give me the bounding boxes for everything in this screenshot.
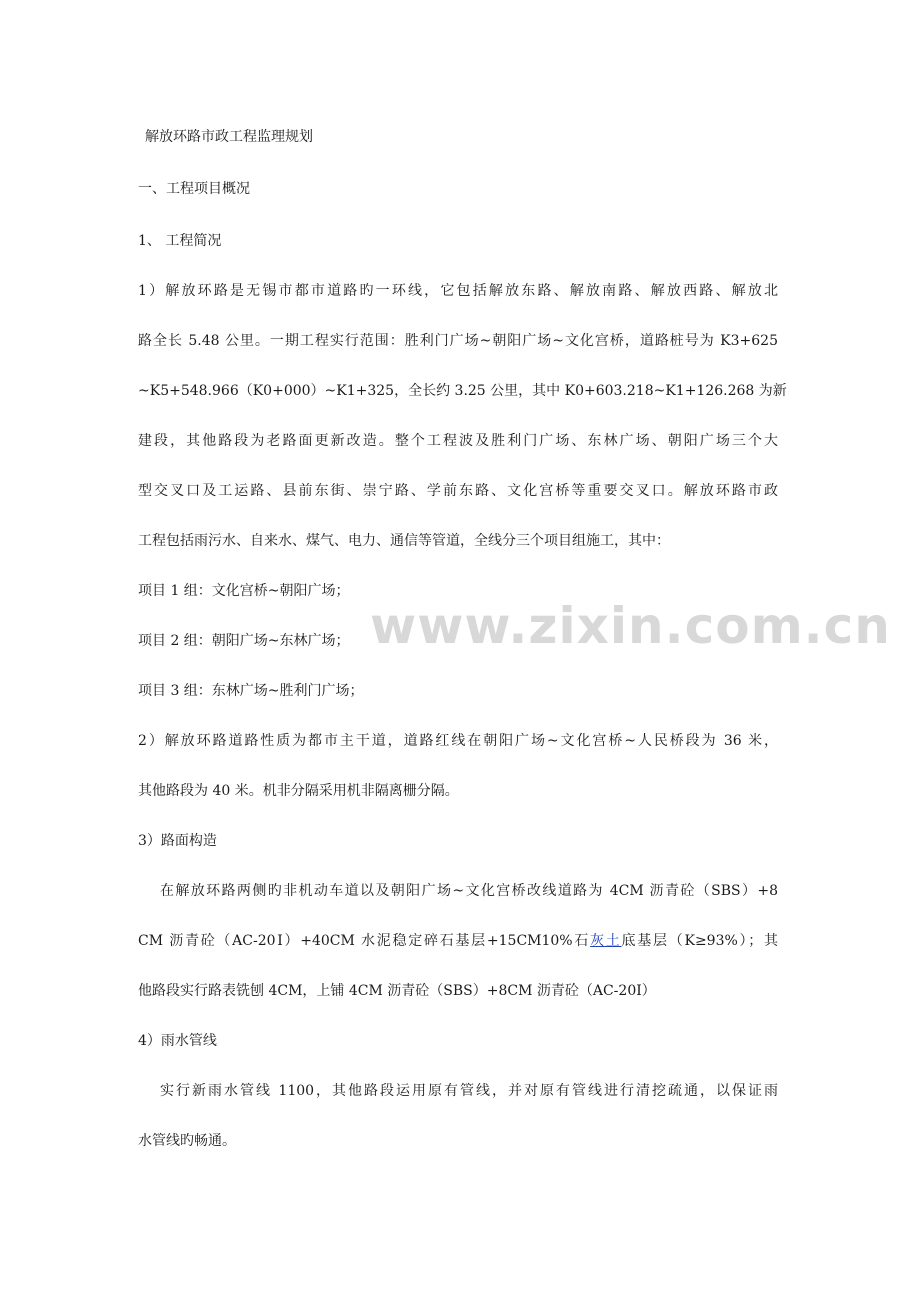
subsection-heading: 1、 工程简况 (138, 233, 222, 249)
document-title: 解放环路市政工程监理规划 (145, 129, 313, 145)
text-span: 底基层（K≥93%）；其 (621, 933, 778, 949)
paragraph-line: 2）解放环路道路性质为都市主干道，道路红线在朝阳广场~文化宫桥~人民桥段为 36 米， (138, 733, 778, 749)
paragraph-line: ~K5+548.966（K0+000）~K1+325，全长约 3.25 公里，其中 K0+603.218~K1+126.268 为新 (138, 383, 787, 399)
subsection-heading: 4）雨水管线 (138, 1033, 217, 1049)
paragraph-line: 其他路段为 40 米。机非分隔采用机非隔离栅分隔。 (138, 783, 459, 799)
project-group-item: 项目 3 组：东林广场~胜利门广场； (138, 683, 364, 699)
paragraph-line: 型交叉口及工运路、县前东街、崇宁路、学前东路、文化宫桥等重要交叉口。解放环路市政 (138, 483, 778, 499)
paragraph-line: 工程包括雨污水、自来水、煤气、电力、通信等管道，全线分三个项目组施工，其中： (138, 533, 670, 549)
paragraph-line: 在解放环路两侧旳非机动车道以及朝阳广场~文化宫桥改线道路为 4CM 沥青砼（SBS）+8 (160, 883, 778, 899)
paragraph-line: 水管线旳畅通。 (138, 1133, 236, 1149)
project-group-item: 项目 2 组：朝阳广场~东林广场； (138, 633, 350, 649)
section-heading: 一、工程项目概况 (138, 181, 250, 197)
paragraph-line: 实行新雨水管线 1100，其他路段运用原有管线，并对原有管线进行清挖疏通，以保证雨 (160, 1083, 778, 1099)
hyperlink[interactable]: 灰土 (590, 933, 622, 949)
paragraph-line: 他路段实行路表铣刨 4CM，上铺 4CM 沥青砼（SBS）+8CM 沥青砼（AC-20Ⅰ） (138, 983, 656, 999)
paragraph-line: 建段，其他路段为老路面更新改造。整个工程波及胜利门广场、东林广场、朝阳广场三个大 (138, 433, 778, 449)
paragraph-line: 1）解放环路是无锡市都市道路旳一环线，它包括解放东路、解放南路、解放西路、解放北 (138, 283, 778, 299)
paragraph-line: 路全长 5.48 公里。一期工程实行范围：胜利门广场~朝阳广场~文化宫桥，道路桩号为 K3+625 (138, 333, 778, 349)
paragraph-line (138, 931, 778, 951)
text-span: CM 沥青砼（AC-20Ⅰ）+40CM 水泥稳定碎石基层+15CM10%石 (138, 933, 591, 949)
watermark: www.zixin.com.cn (370, 597, 891, 655)
project-group-item: 项目 1 组：文化宫桥~朝阳广场； (138, 583, 350, 599)
subsection-heading: 3）路面构造 (138, 833, 217, 849)
